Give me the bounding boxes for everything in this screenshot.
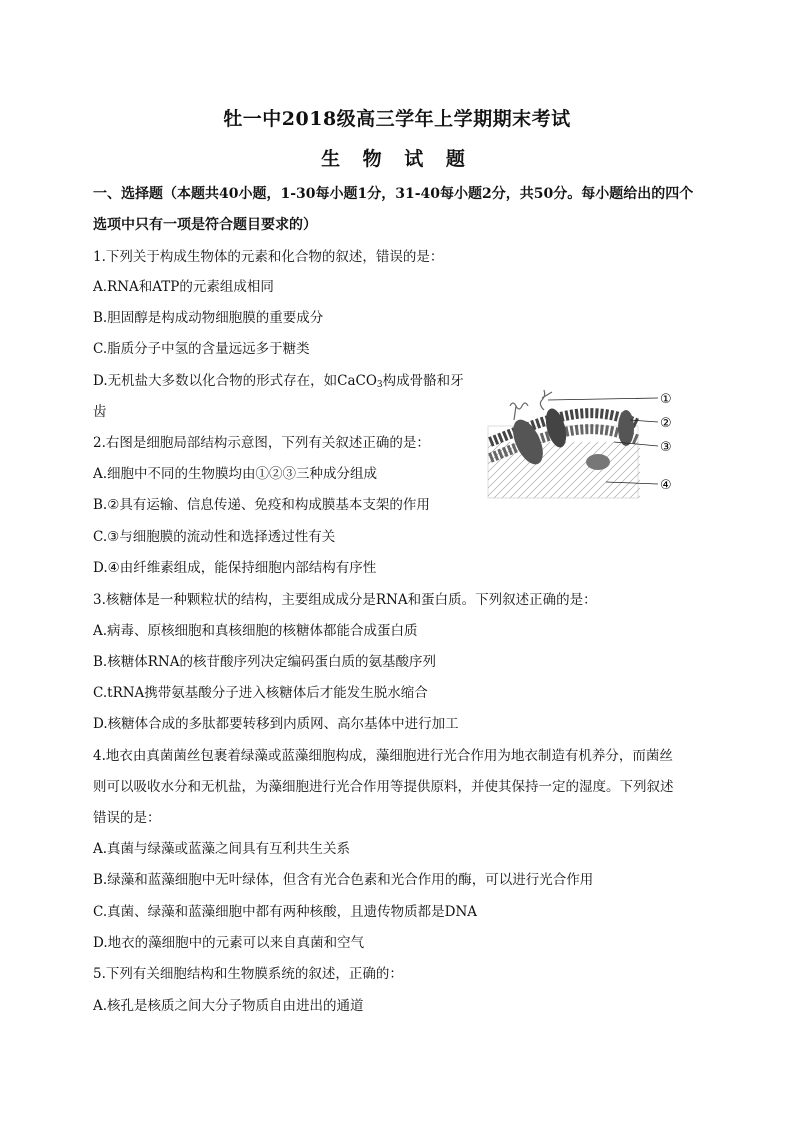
q1-option-a: A.RNA和ATP的元素组成相同 — [93, 279, 274, 295]
leader-line-1 — [548, 398, 658, 400]
q2-option-a: A.细胞中不同的生物膜均由①②③三种成分组成 — [93, 466, 378, 482]
q3-option-d: D.核糖体合成的多肽都要转移到内质网、高尔基体中进行加工 — [93, 716, 459, 732]
q1-option-d-text-end: 构成骨骼和牙 — [382, 373, 464, 389]
q1-option-b: B.胆固醇是构成动物细胞膜的重要成分 — [93, 310, 324, 326]
q4-option-a: A.真菌与绿藻或蓝藻之间具有互利共生关系 — [93, 841, 351, 857]
exam-subject: 生 物 试 题 — [321, 148, 473, 170]
section-heading-line2: 选项中只有一项是符合题目要求的） — [93, 217, 317, 233]
diagram-label-3: ③ — [660, 440, 672, 455]
q2-stem: 2.右图是细胞局部结构示意图，下列有关叙述正确的是： — [93, 435, 430, 451]
diagram-label-1: ① — [660, 392, 672, 407]
q3-option-a: A.病毒、原核细胞和真核细胞的核糖体都能合成蛋白质 — [93, 623, 418, 639]
q5-option-a: A.核孔是核质之间大分子物质自由进出的通道 — [93, 998, 364, 1014]
section-heading-line1: 一、选择题（本题共40小题，1-30每小题1分，31-40每小题2分，共50分。每小题给出的四个 — [93, 186, 694, 202]
q2-option-b: B.②具有运输、信息传递、免疫和构成膜基本支架的作用 — [93, 497, 430, 513]
q2-option-d: D.④由纤维素组成，能保持细胞内部结构有序性 — [93, 560, 377, 576]
q1-stem: 1.下列关于构成生物体的元素和化合物的叙述，错误的是： — [93, 249, 444, 265]
q4-option-d: D.地衣的藻细胞中的元素可以来自真菌和空气 — [93, 935, 365, 951]
q4-option-b: B.绿藻和蓝藻细胞中无叶绿体，但含有光合色素和光合作用的酶，可以进行光合作用 — [93, 872, 594, 888]
q3-stem: 3.核糖体是一种颗粒状的结构，主要组成成分是RNA和蛋白质。下列叙述正确的是： — [93, 592, 597, 608]
q1-option-d-subscript: 3 — [376, 380, 383, 390]
q4-option-c: C.真菌、绿藻和蓝藻细胞中都有两种核酸，且遗传物质都是DNA — [93, 904, 478, 920]
q2-option-c: C.③与细胞膜的流动性和选择透过性有关 — [93, 529, 336, 545]
q4-stem-line1: 4.地衣由真菌菌丝包裹着绿藻或蓝藻细胞构成，藻细胞进行光合作用为地衣制造有机养分，而菌丝 — [93, 748, 673, 764]
peripheral-protein — [586, 454, 610, 470]
q1-option-c: C.脂质分子中氢的含量远远多于糖类 — [93, 341, 310, 357]
q3-option-b: B.核糖体RNA的核苷酸序列决定编码蛋白质的氨基酸序列 — [93, 654, 436, 670]
q1-option-d-text: D.无机盐大多数以化合物的形式存在，如CaCO — [93, 373, 377, 389]
q1-option-d-cont: 齿 — [93, 404, 107, 420]
exam-title: 牡一中2018级高三学年上学期期末考试 — [223, 108, 571, 130]
cell-membrane-diagram — [486, 386, 696, 500]
leader-line-2 — [630, 420, 658, 422]
q3-option-c: C.tRNA携带氨基酸分子进入核糖体后才能发生脱水缩合 — [93, 685, 428, 701]
diagram-label-2: ② — [660, 416, 672, 431]
q1-option-d — [93, 371, 464, 395]
membrane-protein-3 — [618, 410, 634, 446]
q4-stem-line3: 错误的是： — [93, 810, 161, 826]
q4-stem-line2: 则可以吸收水分和无机盐，为藻细胞进行光合作用等提供原料，并使其保持一定的湿度。下列叙述 — [93, 779, 674, 795]
glycoprotein-chain-1 — [510, 403, 528, 420]
diagram-label-4: ④ — [660, 478, 672, 493]
q5-stem: 5.下列有关细胞结构和生物膜系统的叙述，正确的： — [93, 966, 403, 982]
